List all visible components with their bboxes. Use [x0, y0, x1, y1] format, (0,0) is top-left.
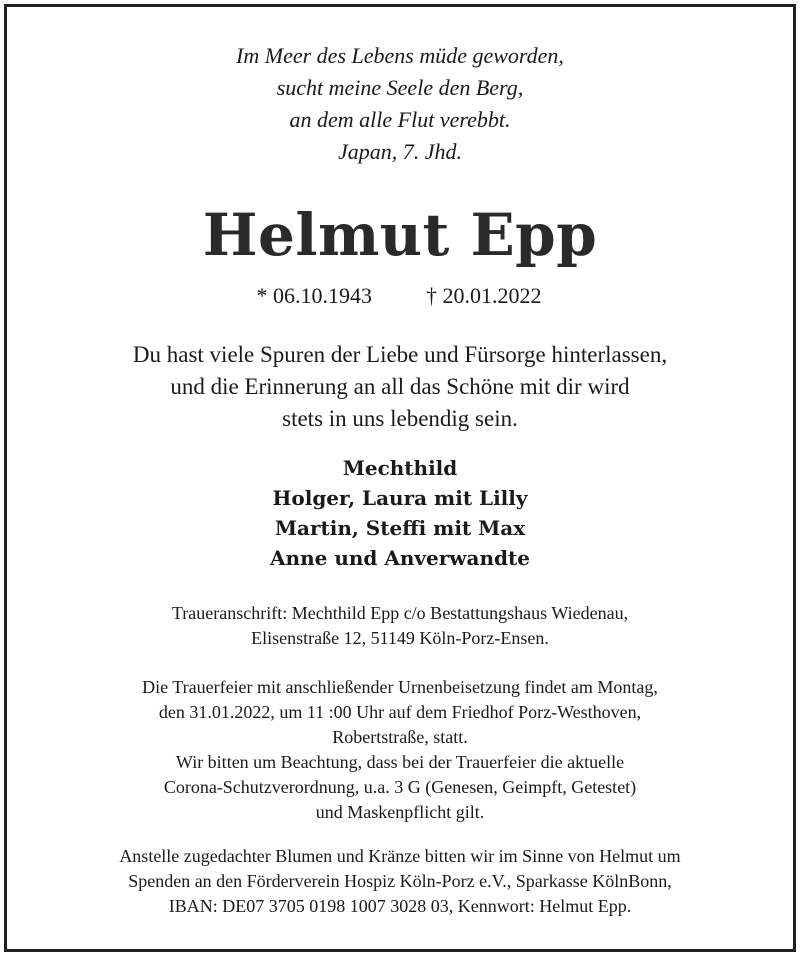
quote-line: Du hast viele Spuren der Liebe und Fürsorge hinterlassen, [132, 342, 668, 367]
ceremony-line: Wir bitten um Beachtung, dass bei der Trauerfeier die aktuelle [175, 752, 625, 772]
ceremony-line: Robertstraße, statt. [332, 727, 468, 747]
quote-line: und die Erinnerung an all das Schöne mit dir wird [170, 374, 630, 399]
poem-line: sucht meine Seele den Berg, [276, 75, 524, 100]
poem-line: Im Meer des Lebens müde geworden, [236, 43, 564, 68]
donation-line: Spenden an den Förderverein Hospiz Köln-Porz e.V., Sparkasse KölnBonn, [128, 871, 672, 891]
mourners-list [0, 453, 800, 573]
memorial-quote [0, 339, 800, 435]
donation-notice [0, 844, 800, 919]
poem-source: Japan, 7. Jhd. [337, 139, 463, 164]
mourner: Anne und Anverwandte [270, 546, 530, 570]
mourner: Martin, Steffi mit Max [274, 516, 526, 540]
donation-line: IBAN: DE07 3705 0198 1007 3028 03, Kennwort: Helmut Epp. [168, 896, 632, 916]
mourner: Mechthild [342, 456, 458, 480]
ceremony-line: und Maskenpflicht gilt. [315, 802, 485, 822]
mourning-address [0, 601, 800, 651]
deceased-name: Helmut Epp [202, 201, 598, 269]
address-line: Elisenstraße 12, 51149 Köln-Porz-Ensen. [251, 628, 549, 648]
ceremony-line: Die Trauerfeier mit anschließender Urnenbeisetzung findet am Montag, [142, 677, 658, 697]
donation-line: Anstelle zugedachter Blumen und Kränze bitten wir im Sinne von Helmut um [119, 846, 681, 866]
mourner: Holger, Laura mit Lilly [272, 486, 528, 510]
ceremony-line: den 31.01.2022, um 11 :00 Uhr auf dem Friedhof Porz-Westhoven, [158, 702, 642, 722]
ceremony-line: Corona-Schutzverordnung, u.a. 3 G (Genesen, Geimpft, Getestet) [163, 777, 637, 797]
poem-line: an dem alle Flut verebbt. [289, 107, 511, 132]
birth-date: * 06.10.1943 [256, 283, 372, 308]
poem [0, 40, 800, 168]
ceremony-notice [0, 675, 800, 825]
quote-line: stets in uns lebendig sein. [282, 406, 518, 431]
death-date: † 20.01.2022 [426, 283, 542, 308]
address-line: Traueranschrift: Mechthild Epp c/o Bestattungshaus Wiedenau, [171, 603, 629, 623]
